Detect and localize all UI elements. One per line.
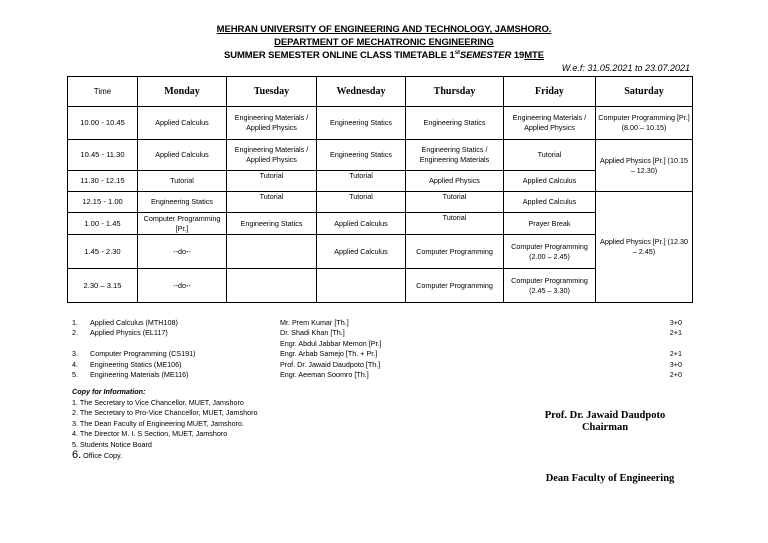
course-instructor: Prof. Dr. Jawaid Daudpoto [Th.] [280, 359, 381, 369]
cell-thu: Tutorial [406, 213, 504, 235]
time-cell: 10.45 - 11.30 [68, 140, 138, 171]
cell-wed: Engineering Statics [317, 107, 406, 140]
copy-item: 3. The Dean Faculty of Engineering MUET, Jamshoro. [72, 418, 245, 428]
cell-mon: Tutorial [138, 171, 227, 192]
cell-wed [317, 269, 406, 303]
time-cell: 1.45 - 2.30 [68, 235, 138, 269]
cell-fri: Tutorial [504, 140, 596, 171]
cell-thu: Applied Physics [406, 171, 504, 192]
course-credit: 2+1 [669, 328, 682, 338]
cell-tue: Engineering Materials / Applied Physics [227, 107, 317, 140]
course-number: 2. [72, 328, 78, 338]
chairman-signature [520, 410, 690, 434]
copy-item-last [72, 450, 258, 462]
timetable-subtitle [0, 50, 768, 61]
course-number [72, 339, 78, 349]
cell-mon: --do-- [138, 269, 227, 303]
header-saturday: Saturday [596, 77, 693, 107]
course-credit [662, 339, 682, 349]
cell-fri: Engineering Materials / Applied Physics [504, 107, 596, 140]
copy-item-number: 6. [72, 449, 82, 461]
copy-item: 1. The Secretary to Vice Chancellor, MUET, Jamshoro [72, 397, 244, 407]
cell-sat: Applied Physics [Pr.] (12.30 – 2.45) [596, 192, 693, 303]
cell-tue: Tutorial [227, 192, 317, 213]
header-wednesday: Wednesday [317, 77, 406, 107]
cell-tue: Tutorial [227, 171, 317, 192]
course-credit: 2+1 [669, 349, 682, 359]
chairman-title: Chairman [581, 422, 629, 433]
course-name: Applied Physics (EL117) [90, 328, 168, 338]
cell-tue [227, 235, 317, 269]
course-credit: 3+0 [669, 359, 682, 369]
cell-mon: Applied Calculus [138, 107, 227, 140]
table-row [68, 140, 693, 171]
course-name: Engineering Materials (ME116) [90, 370, 189, 380]
cell-tue: Engineering Statics [227, 213, 317, 235]
cell-sat: Computer Programming [Pr.] (8.00 – 10.15) [596, 107, 693, 140]
cell-mon: --do-- [138, 235, 227, 269]
time-cell: 1.00 - 1.45 [68, 213, 138, 235]
cell-thu: Tutorial [406, 192, 504, 213]
header-friday: Friday [504, 77, 596, 107]
course-instructor: Engr. Aeeman Soomro [Th.] [280, 370, 369, 380]
time-cell: 11.30 - 12.15 [68, 171, 138, 192]
course-name [90, 339, 195, 349]
cell-thu: Computer Programming [406, 269, 504, 303]
subtitle-batch: MTE [524, 50, 544, 62]
cell-fri: Prayer Break [504, 213, 596, 235]
dean-signature: Dean Faculty of Engineering [545, 473, 675, 484]
cell-tue: Engineering Materials / Applied Physics [227, 140, 317, 171]
copy-item: 2. The Secretary to Pro-Vice Chancellor, MUET, Jamshoro [72, 408, 258, 417]
course-numbers [72, 318, 78, 380]
cell-thu: Engineering Statics / Engineering Materials [406, 140, 504, 171]
cell-mon: Engineering Statics [138, 192, 227, 213]
course-credit: 2+0 [669, 370, 682, 380]
time-cell: 2.30 – 3.15 [68, 269, 138, 303]
cell-fri: Applied Calculus [504, 192, 596, 213]
timetable [67, 76, 693, 303]
cell-mon: Applied Calculus [138, 140, 227, 171]
copy-item: 5. Students Notice Board [72, 439, 152, 449]
header-tuesday: Tuesday [227, 77, 317, 107]
time-cell: 12.15 - 1.00 [68, 192, 138, 213]
course-instructor: Engr. Abdul Jabbar Memon [Pr.] [280, 338, 382, 348]
course-instructor: Dr. Shadi Khan [Th.] [280, 328, 345, 338]
department-title: DEPARTMENT OF MECHATRONIC ENGINEERING [274, 37, 494, 48]
course-number: 3. [72, 349, 78, 359]
cell-wed: Engineering Statics [317, 140, 406, 171]
university-title: MEHRAN UNIVERSITY OF ENGINEERING AND TECHNOLOGY, JAMSHORO. [216, 24, 552, 35]
cell-wed: Applied Calculus [317, 213, 406, 235]
course-name: Engineering Statics (ME106) [90, 359, 182, 369]
copy-for-information [72, 387, 258, 462]
cell-fri: Computer Programming (2.45 – 3.30) [504, 269, 596, 303]
cell-tue [227, 269, 317, 303]
copy-heading: Copy for Information: [72, 387, 146, 396]
effective-dates: W.e.f: 31.05.2021 to 23.07.2021 [561, 63, 690, 73]
course-number: 4. [72, 359, 78, 369]
chairman-name: Prof. Dr. Jawaid Daudpoto [544, 410, 666, 421]
course-name: Applied Calculus (MTH108) [90, 318, 178, 327]
course-instructor: Engr. Arbab Samejo [Th. + Pr.] [280, 349, 378, 359]
subtitle-part-a: SUMMER SEMESTER ONLINE CLASS TIMETABLE 1 [224, 50, 455, 62]
table-row [68, 107, 693, 140]
course-credits [662, 318, 682, 380]
copy-item: 4. The Director M. I. S Section, MUET, Jamshoro [72, 429, 228, 438]
header-time: Time [68, 77, 138, 107]
table-header-row [68, 77, 693, 107]
table-row [68, 192, 693, 213]
course-number: 5. [72, 370, 78, 380]
cell-wed: Tutorial [317, 192, 406, 213]
course-names [90, 318, 195, 380]
cell-fri: Computer Programming (2.00 – 2.45) [504, 235, 596, 269]
subtitle-part-c: 19 [511, 50, 525, 62]
cell-thu: Engineering Statics [406, 107, 504, 140]
course-instructors [280, 318, 381, 380]
course-number: 1. [72, 318, 78, 327]
copy-item-text: Office Copy. [81, 451, 123, 460]
time-cell: 10.00 - 10.45 [68, 107, 138, 140]
subtitle-sup: st [454, 50, 460, 56]
cell-fri: Applied Calculus [504, 171, 596, 192]
header-monday: Monday [138, 77, 227, 107]
header-thursday: Thursday [406, 77, 504, 107]
cell-mon: Computer Programming [Pr.] [138, 213, 227, 235]
cell-wed: Tutorial [317, 171, 406, 192]
cell-thu: Computer Programming [406, 235, 504, 269]
cell-wed: Applied Calculus [317, 235, 406, 269]
course-credit: 3+0 [669, 318, 682, 327]
cell-sat: Applied Physics [Pr.] (10.15 – 12.30) [596, 140, 693, 192]
subtitle-semester: SEMESTER [459, 50, 512, 62]
course-instructor: Mr. Prem Kumar [Th.] [280, 318, 349, 327]
course-name: Computer Programming (CS191) [90, 349, 196, 359]
